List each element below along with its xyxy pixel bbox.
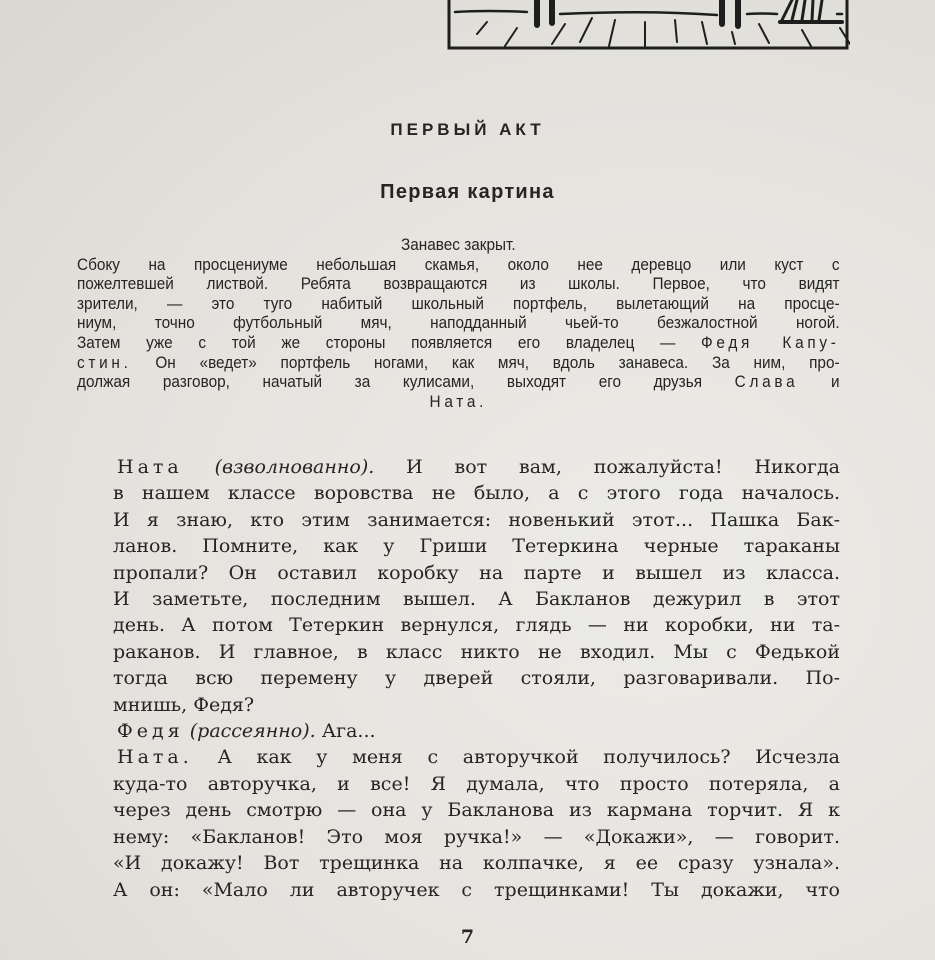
speech: Ага...: [315, 720, 376, 743]
stage-text: Затем уже с той же стороны появляется его владелец —: [77, 333, 676, 352]
character-name: Ната.: [429, 392, 488, 411]
dialogue: [113, 454, 840, 903]
character-name: Федя Капу-: [701, 333, 840, 352]
speech: А как у меня с авторучкой получилось? Исчезла: [192, 746, 840, 769]
dialogue-line: А он: «Мало ли авторучек с трещинками! Ты докажи, что: [113, 878, 840, 901]
stage-line: Сбоку на просцениуме небольшая скамья, около нее деревцо или куст с: [77, 255, 840, 274]
stage-line: [77, 373, 840, 393]
page-number: 7: [460, 926, 475, 948]
stage-remark: (рассеянно).: [189, 720, 316, 743]
dialogue-line: пропали? Он оставил коробку на парте и вышел из класса.: [113, 561, 840, 584]
dialogue-line: ланов. Помните, как у Гриши Тетеркина черные тараканы: [113, 535, 840, 558]
speech: И вот вам, пожалуйста! Никогда: [374, 456, 840, 478]
dialogue-line: [113, 744, 840, 770]
speaker-name: Ната.: [117, 746, 193, 769]
stage-text: должая разговор, начатый за кулисами, выходят его друзья: [77, 373, 703, 392]
speaker-name: Ната: [117, 456, 183, 478]
dialogue-line: И я знаю, кто этим занимается: новенький этот... Пашка Бак-: [113, 508, 840, 531]
stage-remark: (взволнованно).: [214, 456, 375, 478]
dialogue-line: мнишь, Федя?: [113, 693, 255, 716]
stage-line: [77, 334, 840, 354]
dialogue-line: тогда всю перемену у дверей стояли, разговаривали. По-: [113, 667, 840, 690]
dialogue-line: в нашем классе воровства не было, а с этого года началось.: [113, 482, 840, 505]
stage-title: Занавес закрыт.: [400, 236, 516, 254]
dialogue-line: «И докажу! Вот трещинка на колпачке, я ее сразу узнала».: [113, 852, 840, 875]
dialogue-line: [113, 718, 840, 744]
dialogue-line: раканов. И главное, в класс никто не входил. Мы с Федькой: [113, 640, 840, 663]
illustration-stage-drawing: [447, 0, 850, 56]
character-name: стин.: [77, 353, 132, 372]
act-heading: ПЕРВЫЙ АКТ: [390, 120, 545, 139]
stage-line: ниум, точно футбольный мяч, наподданный чьей-то безжалостной ногой.: [77, 314, 840, 333]
scene-heading: Первая картина: [380, 181, 555, 203]
character-name: Слава: [734, 373, 799, 392]
stage-text: Он «ведет» портфель ногами, как мяч, вдоль занавеса. За ним, про-: [131, 353, 840, 372]
dialogue-line: [113, 454, 840, 480]
dialogue-line: куда-то авторучка, и все! Я думала, что просто потеряла, а: [113, 772, 840, 795]
dialogue-line: нему: «Бакланов! Это моя ручка!» — «Докажи», — говорит.: [113, 825, 840, 848]
stage-line: зрители, — это туго набитый школьный портфель, вылетающий на просце-: [77, 294, 840, 313]
dialogue-line: И заметьте, последним вышел. А Бакланов дежурил в этот: [113, 588, 840, 611]
stage-line: [77, 354, 840, 374]
stage-text: и: [831, 373, 840, 392]
stage-line: пожелтевшей листвой. Ребята возвращаются из школы. Первое, что видят: [77, 275, 840, 294]
speaker-name: Федя: [117, 720, 184, 743]
dialogue-line: день. А потом Тетеркин вернулся, глядь — ни коробки, ни та-: [113, 614, 840, 637]
stage-direction: [77, 236, 840, 412]
dialogue-line: через день смотрю — она у Бакланова из кармана торчит. Я к: [113, 799, 840, 822]
